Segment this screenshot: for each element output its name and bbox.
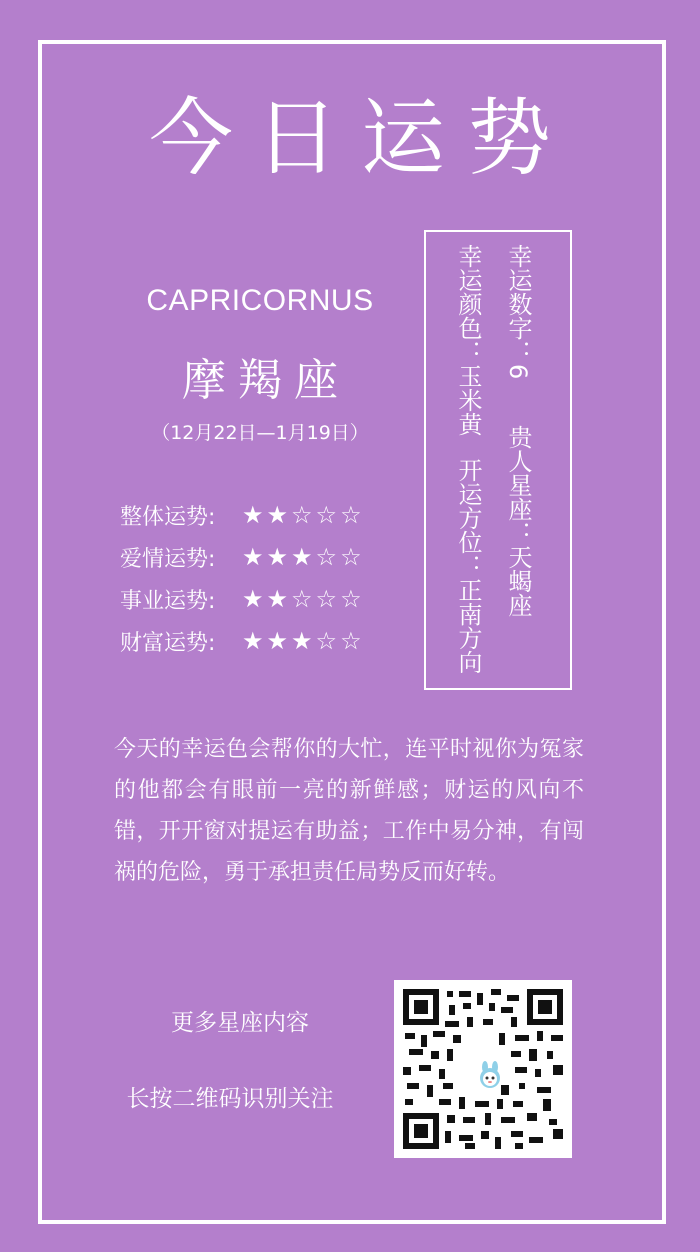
mascot-logo-icon [466, 1052, 500, 1086]
lucky-column-number-benefactor [506, 244, 530, 617]
rating-overall [120, 494, 380, 536]
star-rating-icon: ★★★☆☆ [242, 543, 365, 571]
sign-chinese-name: 摩羯座 [182, 355, 350, 406]
sign-date-range: （12月22日—1月19日） [151, 422, 369, 444]
lucky-direction-value: 正南方向 [454, 578, 482, 674]
star-rating-icon: ★★☆☆☆ [242, 585, 365, 613]
lucky-direction-label: 开运方位： [454, 458, 482, 578]
page-title: 今日运势 [148, 89, 573, 187]
rating-love [120, 536, 380, 578]
lucky-color-value: 玉米黄 [454, 364, 482, 436]
rating-label: 整体运势: [120, 504, 216, 530]
lucky-color-label: 幸运颜色： [454, 244, 482, 364]
lucky-number-label: 幸运数字： [504, 244, 532, 364]
rating-label: 爱情运势: [120, 546, 216, 572]
scan-instruction-text: 长按二维码识别关注 [126, 1086, 334, 1112]
rating-wealth [120, 620, 380, 662]
lucky-info-box [424, 230, 572, 690]
rating-label: 事业运势: [120, 588, 216, 614]
lucky-column-color-direction [456, 244, 480, 674]
star-rating-icon: ★★★☆☆ [242, 627, 365, 655]
rating-career [120, 578, 380, 620]
fortune-ratings [120, 494, 380, 662]
rating-label: 财富运势: [120, 630, 216, 656]
benefactor-sign-value: 天蝎座 [504, 545, 532, 618]
sign-english-name: CAPRICORNUS [146, 284, 374, 317]
more-content-text: 更多星座内容 [171, 1010, 309, 1036]
lucky-number-value: 6 [504, 364, 532, 380]
star-rating-icon: ★★☆☆☆ [242, 501, 365, 529]
benefactor-sign-label: 贵人星座： [504, 425, 532, 546]
fortune-description: 今天的幸运色会帮你的大忙，连平时视你为冤家的他都会有眼前一亮的新鲜感；财运的风向不错，开开窗对提运有助益；工作中易分神，有闯祸的危险，勇于承担责任局势反而好转。 [114, 737, 584, 885]
qr-code-icon[interactable] [394, 980, 572, 1158]
